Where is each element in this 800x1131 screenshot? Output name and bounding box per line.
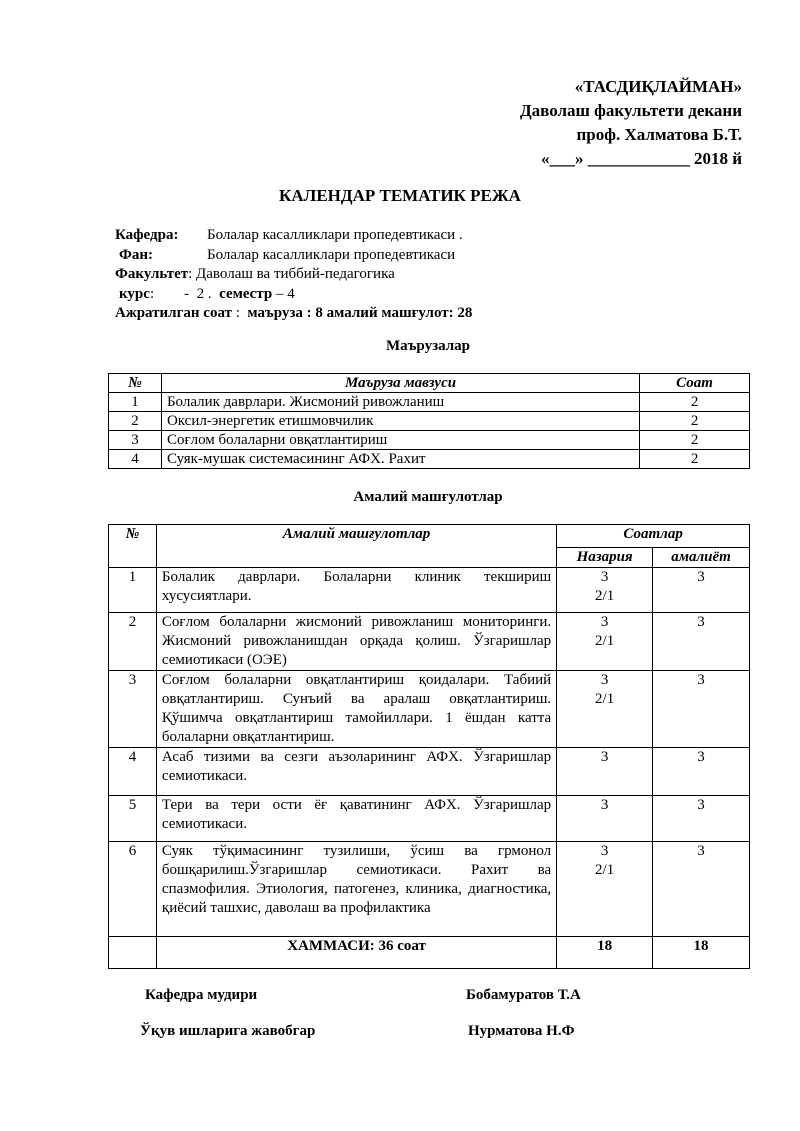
approval-name: проф. Халматова Б.Т.: [576, 125, 742, 144]
approval-title: «ТАСДИҚЛАЙМАН»: [574, 77, 742, 96]
col-hours: Соат: [640, 374, 750, 393]
lectures-heading: Маърузалар: [386, 338, 470, 354]
table-header-row: [109, 374, 750, 393]
col-num: №: [109, 525, 157, 568]
meta-kafedra: Кафедра: Болалар касалликлари пропедевтикаси .: [115, 227, 463, 243]
col-topic: Амалий машғулотлар: [156, 525, 556, 568]
col-practice: амалиёт: [653, 548, 750, 568]
total-theory: 18: [557, 937, 653, 969]
practicals-heading: Амалий машғулотлар: [353, 489, 503, 505]
approval-position: Даволаш факультети декани: [519, 101, 742, 120]
lectures-table: [108, 373, 750, 469]
edu-name: Нурматова Н.Ф: [468, 1023, 575, 1039]
table-row: 1 Болалик даврлари. Болаларни клиник текшириш хусусиятлари. 3 2/1 3: [109, 568, 750, 613]
head-name: Бобамуратов Т.А: [466, 987, 581, 1003]
meta-fan: Фан: Болалар касалликлари пропедевтикаси: [119, 246, 456, 263]
meta-faculty: Факультет: Даволаш ва тиббий-педагогика: [115, 266, 395, 282]
table-row: 5 Тери ва тери ости ёғ қаватининг АФХ. Ўзгаришлар семиотикаси. 3 3: [109, 796, 750, 842]
table-row: 4 Суяк-мушак системасининг АФХ. Рахит 2: [109, 450, 750, 469]
approval-block: [520, 75, 742, 171]
table-header-row: [109, 525, 750, 548]
head-role: Кафедра мудири: [145, 987, 258, 1003]
col-topic: Маъруза мавзуси: [161, 374, 639, 393]
course-meta: [115, 226, 472, 324]
approval-date: «___» ____________ 2018 й: [540, 149, 742, 168]
total-practice: 18: [653, 937, 750, 969]
total-label: ХАММАСИ: 36 соат: [156, 937, 556, 969]
table-row: 2 Оксил-энергетик етишмовчилик 2: [109, 412, 750, 431]
practicals-table: [108, 524, 750, 969]
table-row: 1 Болалик даврлари. Жисмоний ривожланиш 2: [109, 393, 750, 412]
table-total-row: [109, 937, 750, 969]
col-theory: Назария: [557, 548, 653, 568]
col-num: №: [109, 374, 162, 393]
page-title: КАЛЕНДАР ТЕМАТИК РЕЖА: [279, 186, 521, 205]
col-hours: Соатлар: [557, 525, 750, 548]
meta-hours: Ажратилган соат : маъруза : 8 амалий машғулот: 28: [115, 305, 473, 321]
table-row: 2 Соғлом болаларни жисмоний ривожланиш мониторинги. Жисмоний ривожланишдан орқада қолиш. Ўзгаришлар семиотикаси (ОЭЕ) 3 2/1 3: [109, 613, 750, 671]
table-row: 3 Соғлом болаларни овқатлантириш қоидалари. Табиий овқатлантириш. Сунъий ва аралаш овқатлантириш. Қўшимча овқатлантириш тамойиллари. 1 ёшдан катта болаларни овқатлантириш. 3 2/1 3: [109, 671, 750, 748]
table-row: 6 Суяк тўқимасининг тузилиши, ўсиш ва грмонол бошқарилиш.Ўзгаришлар семиотикаси. Рахит ва спазмофилия. Этиология, патогенез, клиника, диагностика, қиёсий ташхис, даволаш ва профилактика 3 2/1 3: [109, 842, 750, 937]
table-row: 4 Асаб тизими ва сезги аъзоларининг АФХ. Ўзгаришлар семиотикаси. 3 3: [109, 748, 750, 796]
edu-role: Ўқув ишларига жавобгар: [140, 1023, 316, 1039]
table-row: 3 Соғлом болаларни овқатлантириш 2: [109, 431, 750, 450]
meta-kurs: курс: - 2 . семестр – 4: [119, 285, 295, 302]
